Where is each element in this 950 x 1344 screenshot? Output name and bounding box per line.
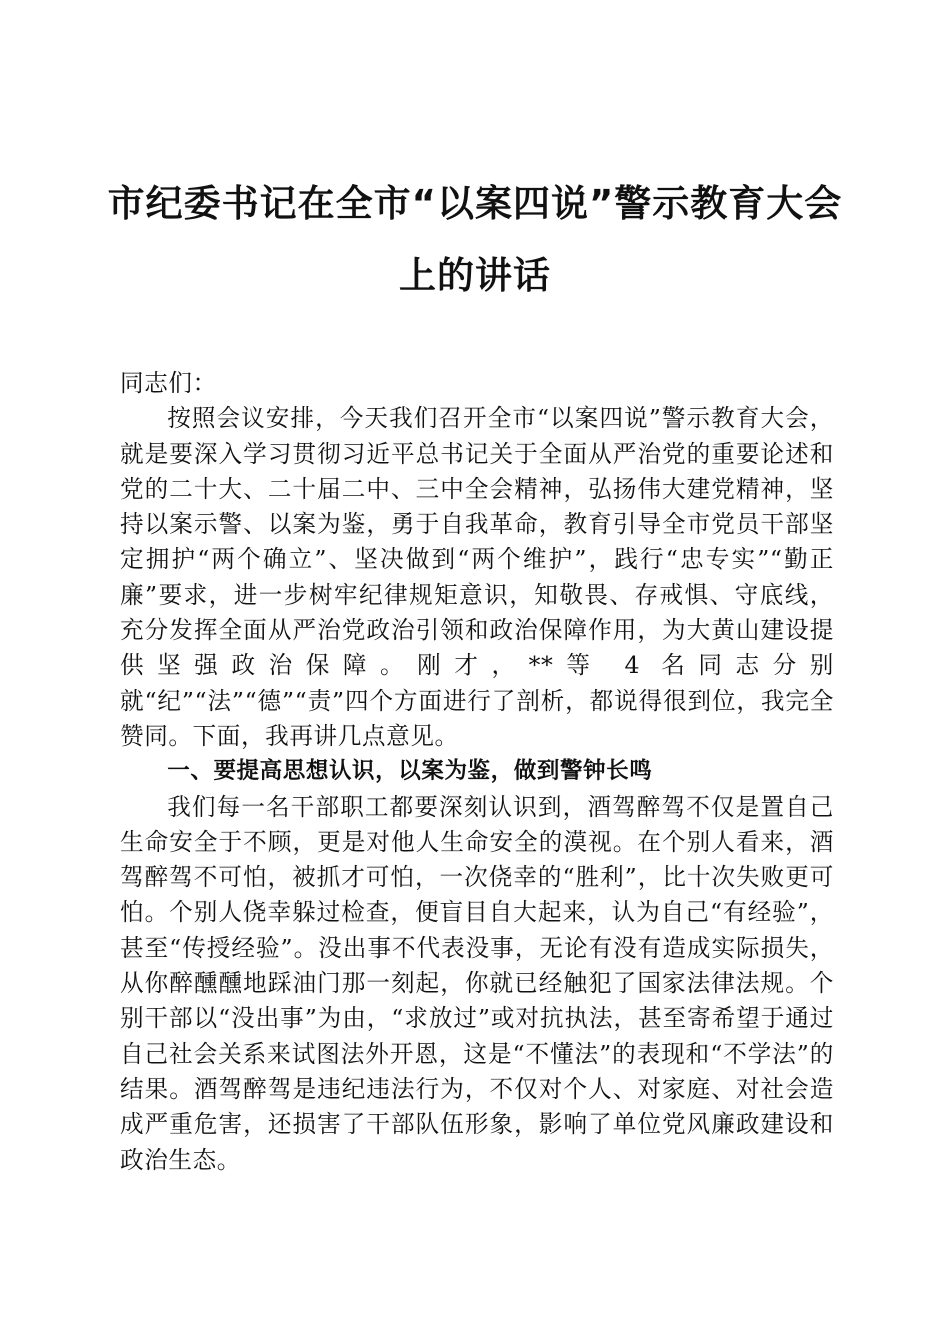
section-heading-1: 一、要提高思想认识，以案为鉴，做到警钟长鸣 bbox=[167, 758, 653, 785]
title-line-2: 上的讲话 bbox=[399, 254, 551, 297]
paragraph-intro: 按照会议安排，今天我们召开全市“以案四说”警示教育大会，就是要深入学习贯彻习近平总书记关于全面从严治党的重要论述和党的二十大、二十届二中、三中全会精神，弘扬伟大建党精神，坚持以案示警、以案为鉴，勇于自我革命，教育引导全市党员干部坚定拥护“两个确立”、坚决做到“两个维护”，践行“忠专实”“勤正廉”要求，进一步树牢纪律规矩意识，知敬畏、存戒惧、守底线，充分发挥全面从严治党政治引领和政治保障作用，为大黄山建设提供坚强政治保障。刚才，**等 4 名同志分别就“纪”“法”“德”“责”四个方面进行了剖析，都说得很到位，我完全赞同。下面，我再讲几点意见。 bbox=[120, 404, 834, 750]
document-title bbox=[100, 168, 850, 312]
paragraph-section-1: 我们每一名干部职工都要深刻认识到，酒驾醉驾不仅是置自己生命安全于不顾，更是对他人生命安全的漠视。在个别人看来，酒驾醉驾不可怕，被抓才可怕，一次侥幸的“胜利”，比十次失败更可怕。个别人侥幸躲过检查，便盲目自大起来，认为自己“有经验”，甚至“传授经验”。没出事不代表没事，无论有没有造成实际损失，从你醉醺醺地踩油门那一刻起，你就已经触犯了国家法律法规。个别干部以“没出事”为由，“求放过”或对抗执法，甚至寄希望于通过自己社会关系来试图法外开恩，这是“不懂法”的表现和“不学法”的结果。酒驾醉驾是违纪违法行为，不仅对个人、对家庭、对社会造成严重危害，还损害了干部队伍形象，影响了单位党风廉政建设和政治生态。 bbox=[120, 792, 834, 1174]
title-line-1: 市纪委书记在全市“以案四说”警示教育大会 bbox=[107, 182, 843, 225]
document-body bbox=[120, 366, 834, 1178]
salutation: 同志们： bbox=[120, 369, 217, 397]
